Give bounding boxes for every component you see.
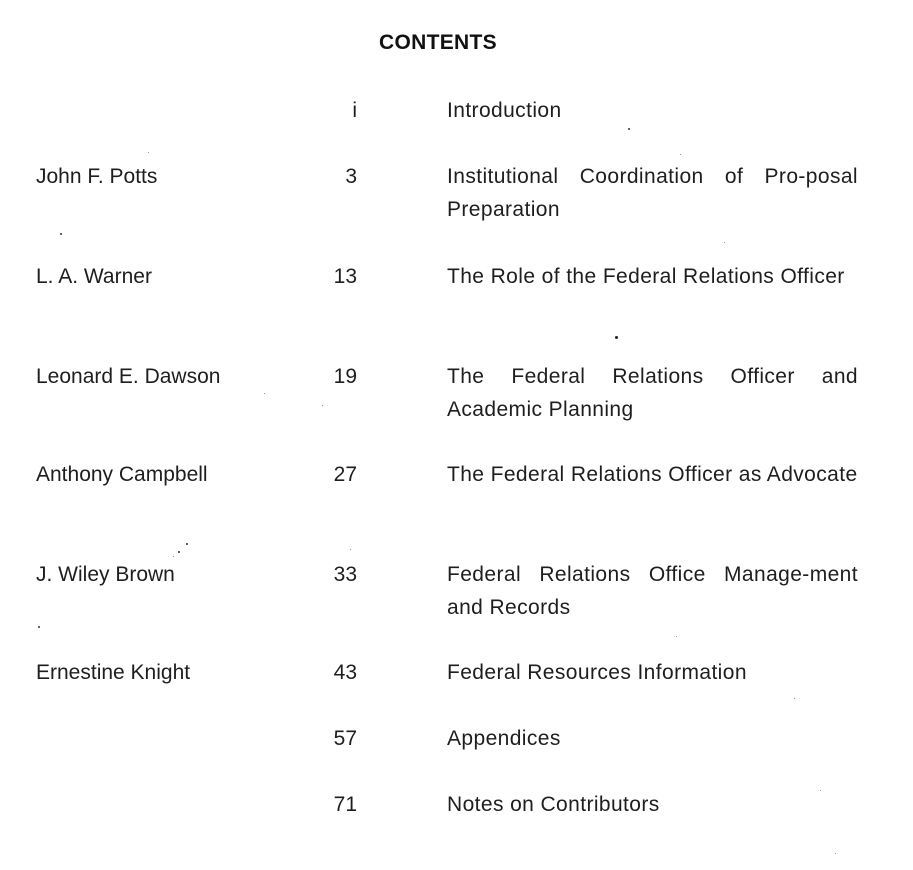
- toc-page-number: 57: [333, 727, 357, 750]
- toc-title: Introduction: [447, 99, 562, 122]
- toc-entry: [0, 656, 913, 716]
- toc-page-number: 19: [333, 365, 357, 388]
- toc-page-number: 27: [333, 463, 357, 486]
- scan-speck: [173, 556, 174, 557]
- scan-speck: [60, 233, 62, 235]
- toc-page-number: i: [352, 99, 357, 122]
- toc-title: Notes on Contributors: [447, 793, 660, 816]
- scan-speck: [148, 152, 149, 153]
- toc-title: Appendices: [447, 727, 561, 750]
- scan-speck: [794, 698, 795, 699]
- toc-title: Institutional Coordination of Pro-posal Preparation: [447, 165, 858, 221]
- toc-entry: [0, 458, 913, 518]
- scan-speck: [322, 405, 323, 406]
- toc-author: J. Wiley Brown: [36, 563, 175, 586]
- toc-entry: [0, 722, 913, 782]
- toc-author: John F. Potts: [36, 165, 158, 188]
- scan-speck: [186, 543, 188, 545]
- scan-speck: [38, 626, 40, 628]
- toc-page-number: 3: [345, 165, 357, 188]
- toc-page-number: 43: [333, 661, 357, 684]
- page-title: CONTENTS: [379, 31, 497, 54]
- scan-speck: [628, 128, 630, 130]
- toc-entry: [0, 160, 913, 220]
- toc-author: Ernestine Knight: [36, 661, 191, 684]
- toc-entry: [0, 260, 913, 320]
- scan-speck: [178, 551, 180, 553]
- toc-entry: [0, 558, 913, 618]
- toc-title: Federal Resources Information: [447, 661, 747, 684]
- toc-entry: [0, 94, 913, 154]
- scan-speck: [264, 393, 265, 394]
- toc-title: The Federal Relations Officer as Advocate: [447, 463, 858, 486]
- scan-speck: [676, 636, 677, 637]
- toc-page-number: 13: [333, 265, 357, 288]
- toc-entry: [0, 788, 913, 848]
- scan-speck: [350, 549, 351, 550]
- toc-title: The Federal Relations Officer and Academic Planning: [447, 365, 858, 421]
- scan-speck: [615, 336, 618, 339]
- scan-speck: [680, 154, 681, 155]
- toc-author: Leonard E. Dawson: [36, 365, 221, 388]
- toc-author: Anthony Campbell: [36, 463, 208, 486]
- scan-speck: [820, 790, 821, 791]
- scan-speck: [724, 242, 725, 243]
- toc-title: The Role of the Federal Relations Officer: [447, 265, 845, 288]
- toc-entry: [0, 360, 913, 420]
- scan-speck: [835, 853, 836, 854]
- toc-author: L. A. Warner: [36, 265, 152, 288]
- toc-page-number: 33: [333, 563, 357, 586]
- toc-page-number: 71: [333, 793, 357, 816]
- toc-title: Federal Relations Office Manage-ment and Records: [447, 563, 858, 619]
